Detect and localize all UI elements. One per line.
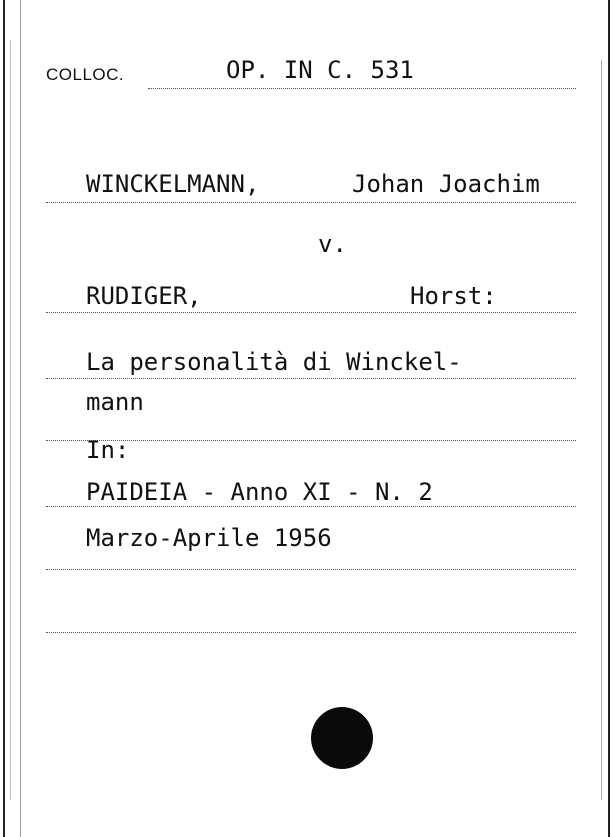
blank-rule	[46, 632, 576, 633]
in-label: In:	[86, 436, 130, 464]
author-surname: WINCKELMANN,	[86, 170, 260, 198]
author-rule	[46, 202, 576, 203]
title-line-2: mann	[86, 388, 144, 416]
call-number: OP. IN C. 531	[226, 56, 414, 84]
journal-line: PAIDEIA - Anno XI - N. 2	[86, 478, 433, 506]
date-line: Marzo-Aprile 1956	[86, 524, 332, 552]
colloc-label: COLLOC.	[46, 65, 125, 84]
second-author-rule	[46, 312, 576, 313]
second-author-given-name: Horst:	[410, 282, 497, 310]
versus-marker: v.	[318, 230, 347, 258]
date-rule	[46, 569, 576, 570]
second-author-surname: RUDIGER,	[86, 282, 202, 310]
journal-rule	[46, 506, 576, 507]
card-right-edge	[596, 0, 612, 837]
title-rule	[46, 378, 576, 379]
author-given-name: Johan Joachim	[352, 170, 540, 198]
colloc-rule	[148, 88, 576, 89]
card-left-edge	[0, 0, 21, 837]
title-line-1: La personalità di Winckel-	[86, 348, 462, 376]
punch-hole	[311, 707, 373, 769]
